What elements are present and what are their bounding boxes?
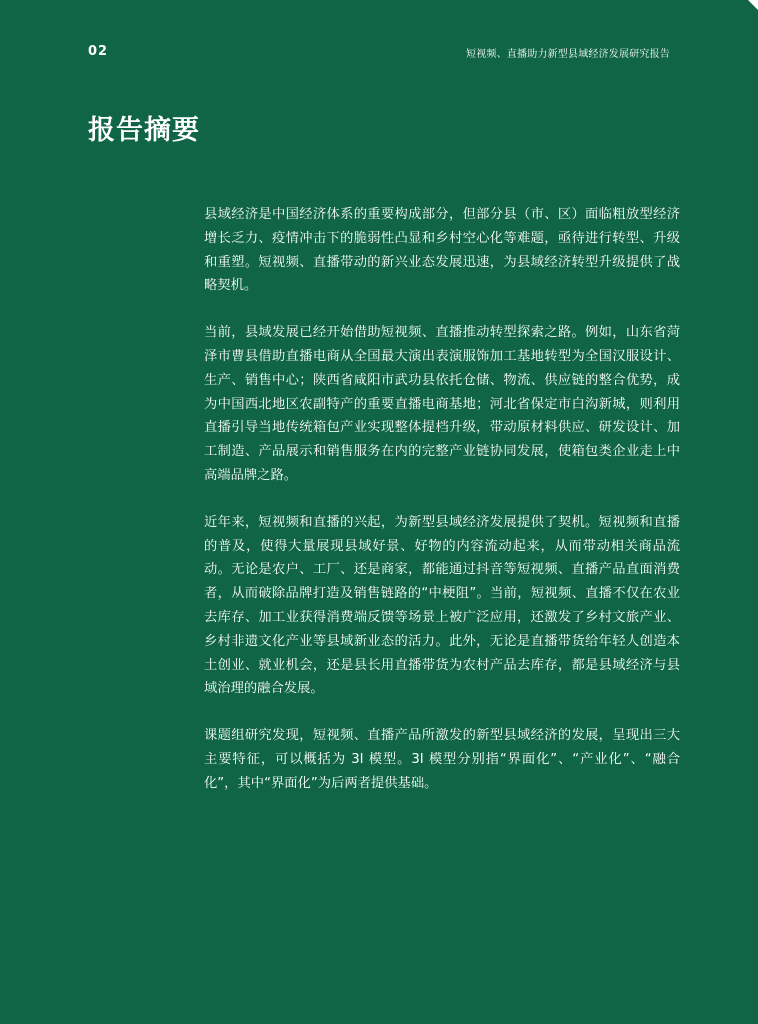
page-title: 报告摘要 [88,115,200,146]
summary-paragraph-1: 县域经济是中国经济体系的重要构成部分，但部分县（市、区）面临粗放型经济增长乏力、疫情冲击下的脆弱性凸显和乡村空心化等难题，亟待进行转型、升级和重塑。短视频、直播带动的新兴业态发展迅速，为县域经济转型升级提供了战略契机。 [204,207,680,294]
running-header: 短视频、直播助力新型县域经济发展研究报告 [466,49,670,60]
page-number: 02 [88,44,109,59]
summary-body [204,203,680,819]
summary-paragraph-3: 近年来，短视频和直播的兴起，为新型县域经济发展提供了契机。短视频和直播的普及，使得大量展现县域好景、好物的内容流动起来，从而带动相关商品流动。无论是农户、工厂、还是商家，都能通过抖音等短视频、直播产品直面消费者，从而破除品牌打造及销售链路的“中梗阻”。当前，短视频、直播不仅在农业去库存、加工业获得消费端反馈等场景上被广泛应用，还激发了乡村文旅产业、乡村非遗文化产业等县域新业态的活力。此外，无论是直播带货给年轻人创造本土创业、就业机会，还是县长用直播带货为农村产品去库存，都是县域经济与县域治理的融合发展。 [204,514,680,697]
summary-paragraph-4: 课题组研究发现，短视频、直播产品所激发的新型县域经济的发展，呈现出三大主要特征，可以概括为 3I 模型。3I 模型分别指“界面化”、“产业化”、“融合化”，其中“界面化”为后两者提供基础。 [204,728,680,791]
page-corner-fold [748,0,758,10]
summary-paragraph-2: 当前，县域发展已经开始借助短视频、直播推动转型探索之路。例如，山东省菏泽市曹县借助直播电商从全国最大演出表演服饰加工基地转型为全国汉服设计、生产、销售中心；陕西省咸阳市武功县依托仓储、物流、供应链的整合优势，成为中国西北地区农副特产的重要直播电商基地；河北省保定市白沟新城，则利用直播引导当地传统箱包产业实现整体提档升级，带动原材料供应、研发设计、加工制造、产品展示和销售服务在内的完整产业链协同发展，使箱包类企业走上中高端品牌之路。 [204,325,680,483]
